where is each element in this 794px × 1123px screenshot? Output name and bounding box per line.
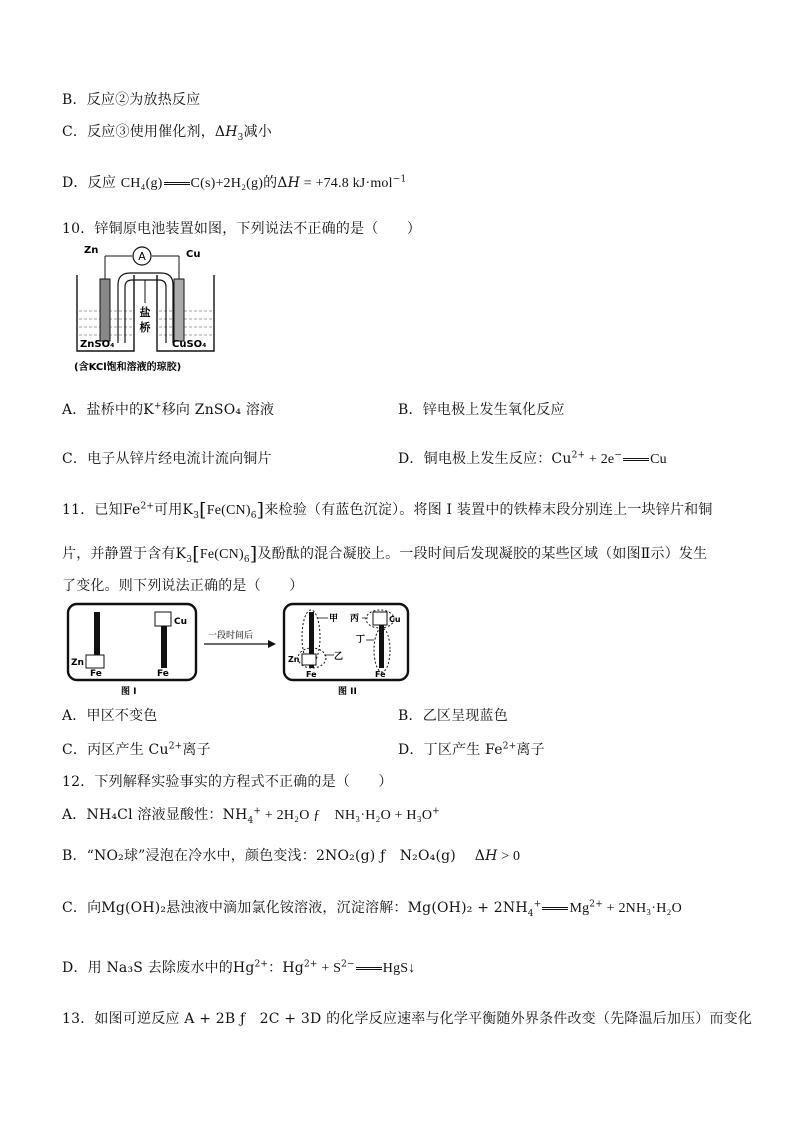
q11-stem-line3: 了变化。则下列说法正确的是（ ） — [62, 578, 304, 594]
q10-stem: 10．锌铜原电池装置如图，下列说法不正确的是（ ） — [62, 221, 422, 237]
copper-plate — [155, 612, 171, 626]
zinc-electrode — [100, 279, 110, 341]
arrow-label: 一段时间后 — [208, 631, 254, 641]
q9-option-d: D．反应 CH₄(g) C(s)+2H₂(g)的ΔH = +74.8 kJ·mol$^{-1}$ — [62, 174, 407, 191]
q12-option-d: D．用 Na₃S 去除废水中的$Hg^{2+}$：$Hg^{2+} + S^{2-}$ HgS↓ — [62, 959, 416, 976]
zinc-plate-2 — [302, 654, 316, 665]
iron-gel-figure — [66, 602, 412, 700]
q11-stem-line2: 片，并静置于含有$K_3[Fe(CN)_6]$及酚酞的混合凝胶上。一段时间后发现凝胶的某些区域（如图Ⅱ示）发生 — [62, 543, 708, 565]
fe-label: Fe — [157, 669, 169, 679]
znso4-label: ZnSO₄ — [80, 339, 115, 350]
q10-option-a: A．盐桥中的K+移向 ZnSO₄ 溶液 — [62, 401, 275, 418]
ammeter-label: A — [138, 250, 146, 263]
figure-2-caption: 图 II — [338, 687, 357, 697]
figure-caption: (含KCl饱和溶液的琼胶) — [74, 362, 182, 373]
copper-electrode — [174, 279, 184, 341]
q10-option-d: D．铜电极上发生反应：$Cu^{2+} + 2e^-$ Cu — [398, 450, 667, 467]
cu-label: Cu — [186, 249, 201, 260]
q11-option-a: A．甲区不变色 — [62, 708, 158, 724]
q13-stem: 13．如图可逆反应 A + 2B ƒ 2C + 3D 的化学反应速率与化学平衡随外界条件改变（先降温后加压）而变化 — [62, 1011, 753, 1027]
zn-label: Zn — [71, 658, 84, 668]
q12-option-b: B．“NO₂球”浸泡在冷水中，颜色变浅：2NO₂(g) ƒ N₂O₄(g) ΔH > 0 — [62, 848, 521, 864]
q12-option-a: A．NH₄Cl 溶液显酸性：$NH_4^+ + 2H_2O$ ƒ NH₃·H₂O + H₃O+ — [62, 806, 440, 826]
q12-stem: 12．下列解释实验事实的方程式不正确的是（ ） — [62, 774, 393, 790]
q11-option-b: B．乙区呈现蓝色 — [398, 708, 508, 724]
q11-stem-line1: 11．已知$Fe^{2+}$可用$K_3[Fe(CN)_6]$来检验（有蓝色沉淀）。将图 I 装置中的铁棒末段分别连上一块锌片和铜 — [62, 499, 713, 521]
equals-bar — [542, 907, 568, 910]
fe-label: Fe — [90, 669, 102, 679]
q10-option-c: C．电子从锌片经电流计流向铜片 — [62, 451, 272, 467]
galvanic-cell-figure — [72, 243, 222, 378]
zn-label: Zn — [288, 655, 300, 664]
q12-option-c: C．向Mg(OH)₂悬浊液中滴加氯化铵溶液，沉淀溶解：$Mg(OH)_2 + 2NH_4^+$ $Mg^{2+} + 2NH_3\cdot H_2O$ — [62, 899, 682, 919]
cu-label: Cu — [174, 617, 188, 627]
q9-option-c: C．反应③使用催化剂，$\Delta H_3$减小 — [62, 124, 272, 143]
jia-label: 甲 — [329, 614, 339, 624]
fe-label: Fe — [306, 670, 317, 679]
equals-bar — [164, 182, 190, 185]
cu-label: Cu — [389, 615, 401, 624]
fe-label: Fe — [375, 670, 386, 679]
ding-label: 丁 — [356, 635, 366, 645]
salt-label-2: 桥 — [139, 321, 151, 334]
arrow-head-icon — [268, 640, 276, 648]
bing-label: 丙 — [350, 614, 360, 624]
yi-label: 乙 — [334, 652, 344, 662]
q9-option-b: B．反应②为放热反应 — [62, 92, 201, 108]
cuso4-label: CuSO₄ — [172, 339, 207, 350]
q11-option-d: D．丁区产生 $Fe^{2+}$离子 — [398, 741, 545, 758]
figure-1-caption: 图 I — [121, 687, 137, 697]
zn-label: Zn — [84, 245, 99, 256]
figure-1-frame — [68, 604, 196, 680]
q10-option-b: B．锌电极上发生氧化反应 — [398, 402, 565, 418]
salt-label-1: 盐 — [139, 306, 151, 319]
q11-option-c: C．丙区产生 $Cu^{2+}$离子 — [62, 741, 211, 758]
equals-bar — [356, 967, 382, 970]
copper-plate-2 — [373, 612, 387, 625]
equals-bar — [623, 458, 649, 461]
zinc-plate — [86, 655, 104, 668]
